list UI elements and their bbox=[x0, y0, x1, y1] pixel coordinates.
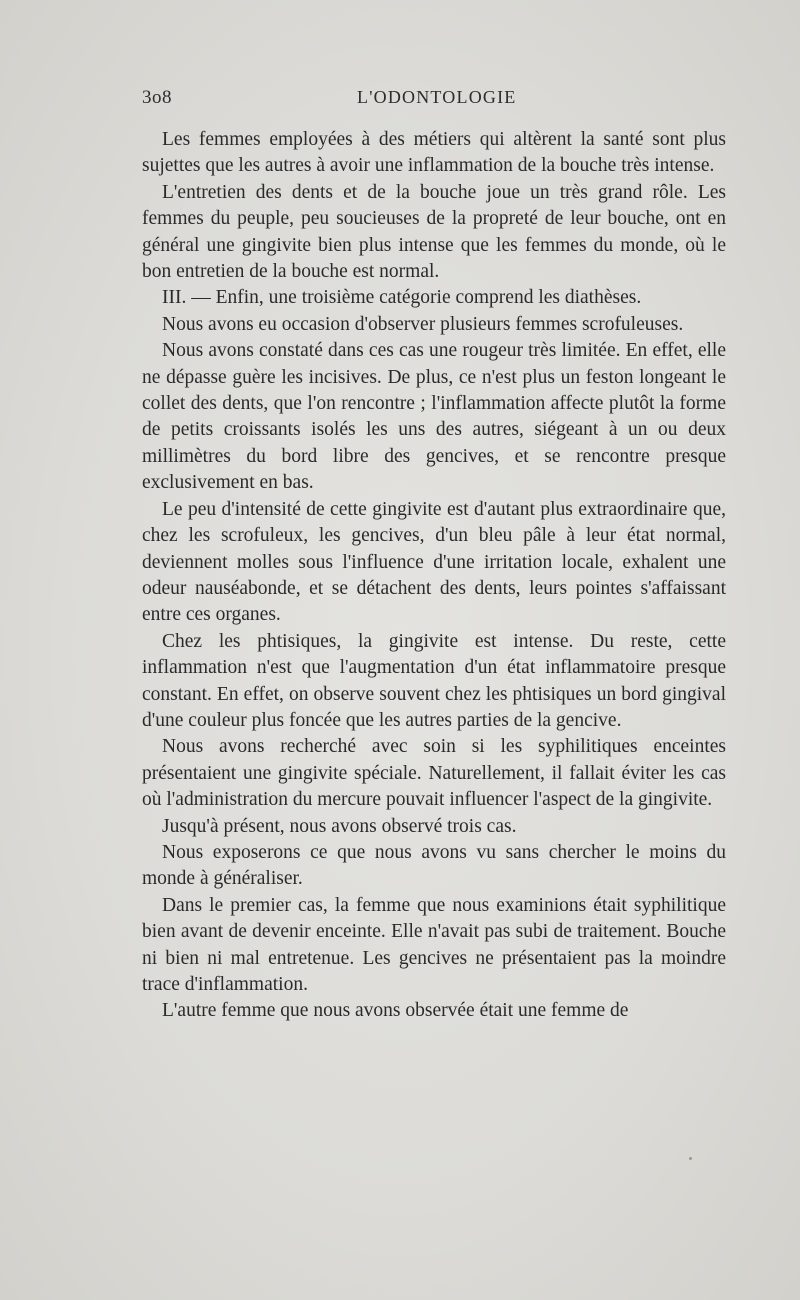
paragraph: Nous avons eu occasion d'observer plusieurs femmes scrofuleuses. bbox=[162, 313, 684, 335]
body-text bbox=[142, 127, 726, 1025]
paragraph: Nous avons constaté dans ces cas une rougeur très limitée. En effet, elle ne dépasse guère les incisives. De plus, ce n'est plus un feston longeant le collet des dents, que l'on rencontre ; l'inflammation affecte plutôt la forme de petits croissants isolés les uns des autres, siégeant à un ou deux millimètres du bord libre des gencives, et se rencontre presque exclusivement en bas. bbox=[142, 340, 726, 494]
running-title: L'ODONTOLOGIE bbox=[357, 87, 517, 107]
paragraph: L'autre femme que nous avons observée était une femme de bbox=[162, 1000, 629, 1022]
page-header bbox=[142, 87, 722, 117]
paragraph: III. — Enfin, une troisième catégorie comprend les diathèses. bbox=[162, 287, 642, 309]
paper-speck bbox=[689, 1157, 692, 1160]
paragraph: Dans le premier cas, la femme que nous examinions était syphilitique bien avant de devenir enceinte. Elle n'avait pas subi de traitement. Bouche ni bien ni mal entretenue. Les gencives ne présentaient pas la moindre trace d'inflammation. bbox=[142, 894, 726, 995]
paragraph: Le peu d'intensité de cette gingivite est d'autant plus extraordinaire que, chez les scrofuleux, les gencives, d'un bleu pâle à leur état normal, deviennent molles sous l'influence d'une irritation locale, exhalent une odeur nauséabonde, et se détachent des dents, leurs pointes s'affaissant entre ces organes. bbox=[142, 498, 726, 626]
paragraph: Nous avons recherché avec soin si les syphilitiques enceintes présentaient une gingivite spéciale. Naturellement, il fallait éviter les cas où l'administration du mercure pouvait influencer l'aspect de la gingivite. bbox=[142, 736, 726, 811]
paragraph: Nous exposerons ce que nous avons vu sans chercher le moins du monde à généraliser. bbox=[142, 841, 726, 890]
paragraph: Les femmes employées à des métiers qui altèrent la santé sont plus sujettes que les autres à avoir une inflammation de la bouche très intense. bbox=[142, 129, 726, 177]
paragraph: L'entretien des dents et de la bouche joue un très grand rôle. Les femmes du peuple, peu soucieuses de la propreté de leur bouche, ont en général une gingivite bien plus intense que les femmes du monde, où le bon entretien de la bouche est normal. bbox=[142, 181, 726, 283]
page-number: 3o8 bbox=[142, 87, 172, 108]
paragraph: Chez les phtisiques, la gingivite est intense. Du reste, cette inflammation n'est que l'augmentation d'un état inflammatoire presque constant. En effet, on observe souvent chez les phtisiques un bord gingival d'une couleur plus foncée que les autres parties de la gencive. bbox=[142, 630, 726, 731]
paragraph: Jusqu'à présent, nous avons observé trois cas. bbox=[162, 815, 517, 837]
